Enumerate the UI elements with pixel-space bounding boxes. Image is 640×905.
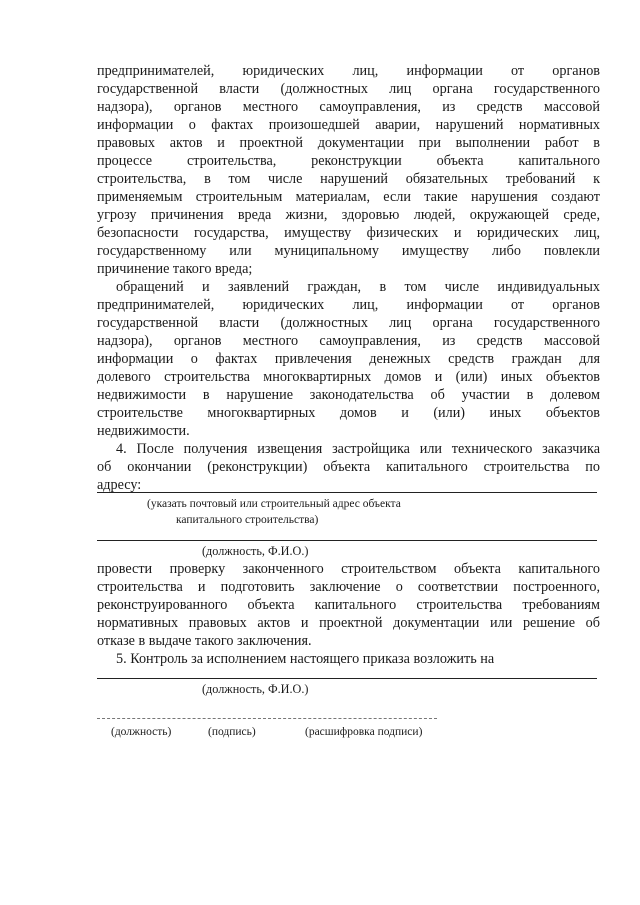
text-line: отказе в выдаче такого заключения. <box>97 633 312 649</box>
text-line: надзора), органов местного самоуправления, из средств массовой <box>97 99 600 115</box>
signature-caption-position: (должность) <box>111 726 172 738</box>
address-caption-line1: (указать почтовый или строительный адрес объекта <box>147 498 401 510</box>
text-line: угрозу причинения вреда жизни, здоровью людей, окружающей среде, <box>97 207 600 223</box>
text-line: строительства и подготовить заключение о соответствии построенного, <box>97 579 600 595</box>
text-line: нормативных правовых актов и проектной документации или решение об <box>97 615 600 631</box>
position-caption: (должность, Ф.И.О.) <box>202 544 309 558</box>
text-line: применяемым строительным материалам, если такие нарушения создают <box>97 189 600 205</box>
signature-caption-signature: (подпись) <box>208 726 256 738</box>
text-line: строительства, в том числе нарушений обязательных требований к <box>97 171 600 187</box>
text-line: безопасности государства, имуществу физических и юридических лиц, <box>97 225 600 241</box>
text-line: недвижимости. <box>97 423 190 439</box>
text-line: 4. После получения извещения застройщика или технического заказчика <box>116 441 600 457</box>
text-line: информации о фактах привлечения денежных средств граждан для <box>97 351 600 367</box>
text-line: адресу: <box>97 477 142 493</box>
signature-caption-decoding: (расшифровка подписи) <box>305 726 423 738</box>
text-line: предпринимателей, юридических лиц, информации от органов <box>97 63 600 79</box>
control-position-caption: (должность, Ф.И.О.) <box>202 682 309 696</box>
position-fill-line <box>97 540 597 541</box>
text-line: об окончании (реконструкции) объекта капитального строительства по <box>97 459 600 475</box>
text-line: надзора), органов местного самоуправления, из средств массовой <box>97 333 600 349</box>
text-line: 5. Контроль за исполнением настоящего приказа возложить на <box>116 651 495 667</box>
text-line: строительстве многоквартирных домов и (или) иных объектов <box>97 405 600 421</box>
text-line: государственному или муниципальному имуществу либо повлекли <box>97 243 600 259</box>
text-line: предпринимателей, юридических лиц, информации от органов <box>97 297 600 313</box>
text-line: реконструированного объекта капитального строительства требованиям <box>97 597 600 613</box>
text-line: процессе строительства, реконструкции объекта капитального <box>97 153 600 169</box>
text-line: государственной власти (должностных лиц органа государственного <box>97 315 600 331</box>
text-line: обращений и заявлений граждан, в том числе индивидуальных <box>116 279 600 295</box>
text-line: причинение такого вреда; <box>97 261 253 277</box>
text-line: правовых актов и проектной документации при выполнении работ в <box>97 135 600 151</box>
text-line: государственной власти (должностных лиц органа государственного <box>97 81 600 97</box>
address-caption-line2: капитального строительства) <box>176 514 319 526</box>
text-line: недвижимости в нарушение законодательства об участии в долевом <box>97 387 600 403</box>
control-fill-line <box>97 678 597 679</box>
address-fill-line <box>97 492 597 493</box>
text-line: информации о фактах произошедшей аварии, нарушений нормативных <box>97 117 600 133</box>
text-line: провести проверку законченного строительством объекта капитального <box>97 561 600 577</box>
text-line: долевого строительства многоквартирных домов и (или) иных объектов <box>97 369 600 385</box>
signature-fill-line <box>97 718 437 719</box>
